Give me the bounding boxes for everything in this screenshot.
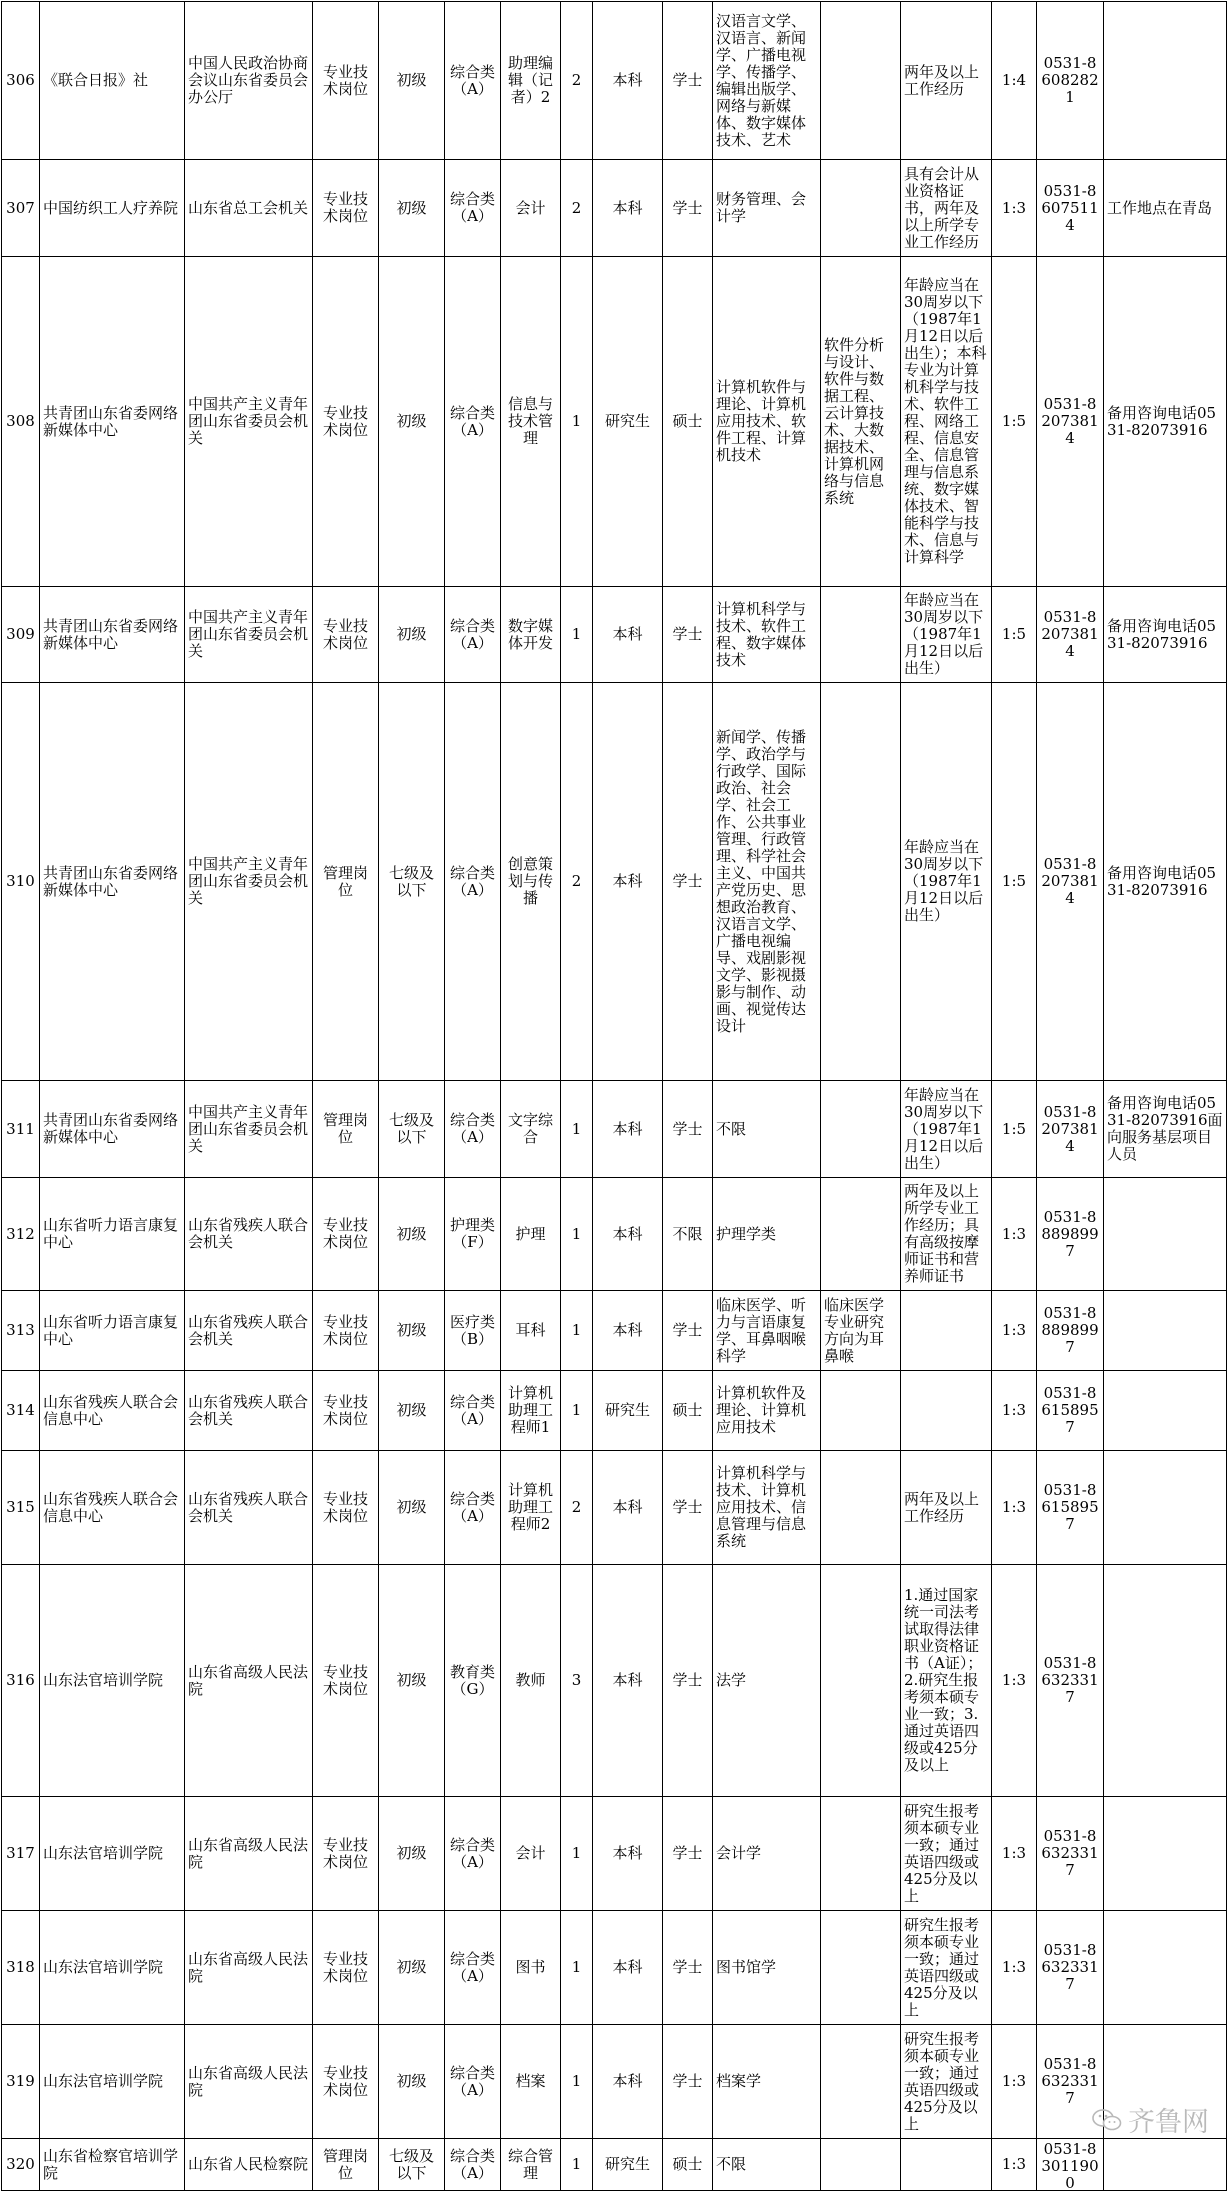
- cell-major: 计算机软件与理论、计算机应用技术、软件工程、计算机技术: [713, 257, 821, 587]
- cell-num: 1: [561, 257, 593, 587]
- cell-phone: 0531-86323317: [1037, 1797, 1104, 1911]
- cell-type: 管理岗位: [313, 683, 379, 1081]
- cell-type: 专业技术岗位: [313, 257, 379, 587]
- cell-num: 1: [561, 1797, 593, 1911]
- cell-ratio: 1:3: [992, 160, 1037, 257]
- cell-research: [821, 1371, 901, 1451]
- cell-type: 专业技术岗位: [313, 1565, 379, 1797]
- cell-major: 图书馆学: [713, 1911, 821, 2025]
- cell-note: [1104, 1451, 1227, 1565]
- cell-cat: 综合类（A）: [445, 2025, 501, 2139]
- cell-post: 信息与技术管理: [501, 257, 561, 587]
- cell-major: 计算机科学与技术、计算机应用技术、信息管理与信息系统: [713, 1451, 821, 1565]
- cell-major: 不限: [713, 2139, 821, 2191]
- cell-ratio: 1:5: [992, 257, 1037, 587]
- cell-research: [821, 683, 901, 1081]
- cell-deg: 硕士: [663, 1371, 713, 1451]
- cell-edu: 本科: [593, 160, 663, 257]
- cell-major: 会计学: [713, 1797, 821, 1911]
- cell-other: 具有会计从业资格证书，两年及以上所学专业工作经历: [901, 160, 992, 257]
- cell-major: 法学: [713, 1565, 821, 1797]
- cell-no: 315: [2, 1451, 40, 1565]
- watermark: [1092, 2100, 1209, 2139]
- cell-deg: 学士: [663, 683, 713, 1081]
- cell-research: [821, 1797, 901, 1911]
- cell-num: 2: [561, 683, 593, 1081]
- cell-level: 初级: [379, 1911, 445, 2025]
- cell-num: 1: [561, 587, 593, 683]
- cell-dept: 中国人民政治协商会议山东省委员会办公厅: [185, 2, 313, 160]
- cell-no: 311: [2, 1081, 40, 1178]
- cell-unit: 山东法官培训学院: [40, 1797, 185, 1911]
- cell-cat: 教育类（G）: [445, 1565, 501, 1797]
- cell-edu: 本科: [593, 1178, 663, 1291]
- cell-research: 软件分析与设计、软件与数据工程、云计算技术、大数据技术、计算机网络与信息系统: [821, 257, 901, 587]
- cell-unit: 共青团山东省委网络新媒体中心: [40, 1081, 185, 1178]
- table-row: [2, 1797, 1227, 1911]
- cell-no: 306: [2, 2, 40, 160]
- cell-dept: 中国共产主义青年团山东省委员会机关: [185, 587, 313, 683]
- cell-research: [821, 2025, 901, 2139]
- cell-cat: 综合类（A）: [445, 1911, 501, 2025]
- cell-note: 备用咨询电话0531-82073916: [1104, 257, 1227, 587]
- cell-edu: 本科: [593, 683, 663, 1081]
- cell-note: [1104, 1797, 1227, 1911]
- cell-phone: 0531-86075114: [1037, 160, 1104, 257]
- cell-cat: 护理类（F）: [445, 1178, 501, 1291]
- cell-level: 初级: [379, 1291, 445, 1371]
- cell-phone: 0531-86158957: [1037, 1371, 1104, 1451]
- cell-ratio: 1:3: [992, 1451, 1037, 1565]
- cell-unit: 《联合日报》社: [40, 2, 185, 160]
- cell-dept: 山东省总工会机关: [185, 160, 313, 257]
- cell-level: 七级及以下: [379, 683, 445, 1081]
- table-row: [2, 1371, 1227, 1451]
- cell-note: [1104, 1291, 1227, 1371]
- wechat-logo-icon: [1092, 2109, 1122, 2131]
- cell-post: 助理编辑（记者）2: [501, 2, 561, 160]
- cell-num: 1: [561, 1081, 593, 1178]
- cell-major: 护理学类: [713, 1178, 821, 1291]
- cell-phone: 0531-82073814: [1037, 1081, 1104, 1178]
- cell-level: 七级及以下: [379, 2139, 445, 2191]
- cell-no: 310: [2, 683, 40, 1081]
- cell-level: 初级: [379, 1565, 445, 1797]
- cell-major: 不限: [713, 1081, 821, 1178]
- cell-num: 1: [561, 1291, 593, 1371]
- cell-no: 318: [2, 1911, 40, 2025]
- cell-note: [1104, 1178, 1227, 1291]
- cell-num: 1: [561, 2025, 593, 2139]
- cell-no: 320: [2, 2139, 40, 2191]
- cell-phone: 0531-83011900: [1037, 2139, 1104, 2191]
- cell-note: [1104, 2, 1227, 160]
- cell-research: [821, 160, 901, 257]
- cell-post: 创意策划与传播: [501, 683, 561, 1081]
- cell-deg: 学士: [663, 587, 713, 683]
- cell-edu: 本科: [593, 1081, 663, 1178]
- cell-cat: 综合类（A）: [445, 1451, 501, 1565]
- cell-dept: 山东省高级人民法院: [185, 1565, 313, 1797]
- cell-other: 年龄应当在30周岁以下（1987年1月12日以后出生）: [901, 683, 992, 1081]
- cell-level: 初级: [379, 257, 445, 587]
- cell-post: 耳科: [501, 1291, 561, 1371]
- cell-edu: 本科: [593, 1797, 663, 1911]
- cell-research: [821, 1565, 901, 1797]
- cell-no: 313: [2, 1291, 40, 1371]
- cell-phone: 0531-82073814: [1037, 683, 1104, 1081]
- cell-cat: 综合类（A）: [445, 587, 501, 683]
- cell-phone: 0531-82073814: [1037, 587, 1104, 683]
- cell-type: 管理岗位: [313, 2139, 379, 2191]
- cell-type: 专业技术岗位: [313, 1178, 379, 1291]
- cell-note: 备用咨询电话0531-82073916: [1104, 683, 1227, 1081]
- cell-deg: 学士: [663, 2025, 713, 2139]
- cell-ratio: 1:3: [992, 1565, 1037, 1797]
- cell-major: 汉语言文学、汉语言、新闻学、广播电视学、传播学、编辑出版学、网络与新媒体、数字媒体技术、艺术: [713, 2, 821, 160]
- cell-type: 专业技术岗位: [313, 1797, 379, 1911]
- cell-note: 备用咨询电话0531-82073916面向服务基层项目人员: [1104, 1081, 1227, 1178]
- cell-other: 两年及以上所学专业工作经历；具有高级按摩师证书和营养师证书: [901, 1178, 992, 1291]
- cell-deg: 学士: [663, 1291, 713, 1371]
- cell-deg: 学士: [663, 1911, 713, 2025]
- watermark-text: 齐鲁网: [1128, 2107, 1209, 2138]
- cell-no: 309: [2, 587, 40, 683]
- cell-dept: 中国共产主义青年团山东省委员会机关: [185, 257, 313, 587]
- cell-ratio: 1:3: [992, 1371, 1037, 1451]
- cell-other: 两年及以上工作经历: [901, 1451, 992, 1565]
- cell-dept: 山东省高级人民法院: [185, 1911, 313, 2025]
- cell-type: 专业技术岗位: [313, 587, 379, 683]
- cell-research: [821, 1911, 901, 2025]
- cell-dept: 山东省残疾人联合会机关: [185, 1291, 313, 1371]
- cell-num: 1: [561, 1911, 593, 2025]
- cell-level: 初级: [379, 160, 445, 257]
- cell-deg: 硕士: [663, 257, 713, 587]
- cell-other: 研究生报考须本硕专业一致；通过英语四级或425分及以上: [901, 1797, 992, 1911]
- cell-other: 年龄应当在30周岁以下（1987年1月12日以后出生）: [901, 1081, 992, 1178]
- cell-note: 工作地点在青岛: [1104, 160, 1227, 257]
- cell-major: 计算机科学与技术、软件工程、数字媒体技术: [713, 587, 821, 683]
- cell-unit: 中国纺织工人疗养院: [40, 160, 185, 257]
- cell-no: 316: [2, 1565, 40, 1797]
- cell-ratio: 1:3: [992, 1178, 1037, 1291]
- cell-num: 2: [561, 1451, 593, 1565]
- cell-no: 317: [2, 1797, 40, 1911]
- cell-no: 314: [2, 1371, 40, 1451]
- table-row: [2, 1178, 1227, 1291]
- cell-ratio: 1:3: [992, 1797, 1037, 1911]
- cell-level: 初级: [379, 1451, 445, 1565]
- table-row: [2, 2, 1227, 160]
- cell-phone: 0531-86323317: [1037, 1911, 1104, 2025]
- cell-post: 文字综合: [501, 1081, 561, 1178]
- cell-other: 年龄应当在30周岁以下（1987年1月12日以后出生）；本科专业为计算机科学与技术、软件工程、网络工程、信息安全、信息管理与信息系统、数字媒体技术、智能科学与技术、信息与计算科学: [901, 257, 992, 587]
- cell-deg: 硕士: [663, 2139, 713, 2191]
- cell-edu: 本科: [593, 2025, 663, 2139]
- cell-unit: 共青团山东省委网络新媒体中心: [40, 683, 185, 1081]
- cell-level: 初级: [379, 1178, 445, 1291]
- cell-num: 1: [561, 1178, 593, 1291]
- cell-research: [821, 2, 901, 160]
- cell-cat: 综合类（A）: [445, 1081, 501, 1178]
- cell-post: 会计: [501, 160, 561, 257]
- cell-major: 计算机软件及理论、计算机应用技术: [713, 1371, 821, 1451]
- table-row: [2, 683, 1227, 1081]
- cell-num: 1: [561, 2139, 593, 2191]
- table-row: [2, 1291, 1227, 1371]
- cell-ratio: 1:3: [992, 1911, 1037, 2025]
- cell-cat: 综合类（A）: [445, 160, 501, 257]
- cell-note: 备用咨询电话0531-82073916: [1104, 587, 1227, 683]
- cell-cat: 综合类（A）: [445, 1797, 501, 1911]
- cell-other: 年龄应当在30周岁以下（1987年1月12日以后出生）: [901, 587, 992, 683]
- cell-cat: 综合类（A）: [445, 2139, 501, 2191]
- cell-deg: 学士: [663, 2, 713, 160]
- cell-research: [821, 1081, 901, 1178]
- cell-num: 2: [561, 160, 593, 257]
- cell-other: [901, 1291, 992, 1371]
- cell-unit: 山东省残疾人联合会信息中心: [40, 1371, 185, 1451]
- cell-dept: 山东省高级人民法院: [185, 2025, 313, 2139]
- cell-other: [901, 1371, 992, 1451]
- cell-cat: 综合类（A）: [445, 2, 501, 160]
- cell-note: [1104, 1371, 1227, 1451]
- cell-ratio: 1:5: [992, 683, 1037, 1081]
- cell-ratio: 1:5: [992, 587, 1037, 683]
- cell-dept: 中国共产主义青年团山东省委员会机关: [185, 1081, 313, 1178]
- cell-research: [821, 1178, 901, 1291]
- cell-unit: 山东省残疾人联合会信息中心: [40, 1451, 185, 1565]
- cell-phone: 0531-88898997: [1037, 1178, 1104, 1291]
- recruitment-table: [1, 1, 1227, 2191]
- cell-dept: 山东省残疾人联合会机关: [185, 1371, 313, 1451]
- cell-research: 临床医学专业研究方向为耳鼻喉: [821, 1291, 901, 1371]
- cell-type: 专业技术岗位: [313, 1371, 379, 1451]
- cell-other: 1.通过国家统一司法考试取得法律职业资格证书（A证）；2.研究生报考须本硕专业一致；3.通过英语四级或425分及以上: [901, 1565, 992, 1797]
- cell-phone: 0531-86323317: [1037, 2025, 1104, 2139]
- cell-no: 319: [2, 2025, 40, 2139]
- cell-type: 专业技术岗位: [313, 160, 379, 257]
- cell-major: 财务管理、会计学: [713, 160, 821, 257]
- cell-phone: 0531-86323317: [1037, 1565, 1104, 1797]
- cell-post: 会计: [501, 1797, 561, 1911]
- table-row: [2, 1451, 1227, 1565]
- cell-deg: 学士: [663, 1797, 713, 1911]
- cell-post: 教师: [501, 1565, 561, 1797]
- cell-other: 两年及以上工作经历: [901, 2, 992, 160]
- cell-deg: 学士: [663, 160, 713, 257]
- cell-type: 专业技术岗位: [313, 2, 379, 160]
- table-row: [2, 160, 1227, 257]
- cell-no: 307: [2, 160, 40, 257]
- cell-phone: 0531-88898997: [1037, 1291, 1104, 1371]
- cell-ratio: 1:3: [992, 2025, 1037, 2139]
- cell-type: 专业技术岗位: [313, 1911, 379, 2025]
- cell-edu: 本科: [593, 587, 663, 683]
- table-row: [2, 1911, 1227, 2025]
- cell-ratio: 1:3: [992, 2139, 1037, 2191]
- cell-dept: 山东省人民检察院: [185, 2139, 313, 2191]
- cell-cat: 综合类（A）: [445, 1371, 501, 1451]
- table-row: [2, 2025, 1227, 2139]
- cell-edu: 研究生: [593, 1371, 663, 1451]
- cell-note: [1104, 1911, 1227, 2025]
- cell-post: 计算机助理工程师2: [501, 1451, 561, 1565]
- cell-unit: 共青团山东省委网络新媒体中心: [40, 587, 185, 683]
- cell-unit: 山东省检察官培训学院: [40, 2139, 185, 2191]
- cell-level: 初级: [379, 2025, 445, 2139]
- cell-note: [1104, 1565, 1227, 1797]
- cell-major: 新闻学、传播学、政治学与行政学、国际政治、社会学、社会工作、公共事业管理、行政管理、科学社会主义、中国共产党历史、思想政治教育、汉语言文学、广播电视编导、戏剧影视文学、影视摄影与制作、动画、视觉传达设计: [713, 683, 821, 1081]
- cell-deg: 不限: [663, 1178, 713, 1291]
- cell-unit: 山东省听力语言康复中心: [40, 1291, 185, 1371]
- cell-major: 临床医学、听力与言语康复学、耳鼻咽喉科学: [713, 1291, 821, 1371]
- cell-edu: 本科: [593, 1451, 663, 1565]
- cell-no: 312: [2, 1178, 40, 1291]
- cell-deg: 学士: [663, 1081, 713, 1178]
- cell-deg: 学士: [663, 1451, 713, 1565]
- cell-unit: 山东法官培训学院: [40, 2025, 185, 2139]
- cell-type: 管理岗位: [313, 1081, 379, 1178]
- cell-edu: 本科: [593, 1291, 663, 1371]
- cell-major: 档案学: [713, 2025, 821, 2139]
- table-body: [2, 2, 1227, 2191]
- cell-post: 护理: [501, 1178, 561, 1291]
- cell-num: 1: [561, 1371, 593, 1451]
- cell-type: 专业技术岗位: [313, 1291, 379, 1371]
- cell-phone: 0531-86082821: [1037, 2, 1104, 160]
- cell-no: 308: [2, 257, 40, 587]
- cell-cat: 综合类（A）: [445, 683, 501, 1081]
- cell-num: 3: [561, 1565, 593, 1797]
- cell-deg: 学士: [663, 1565, 713, 1797]
- cell-dept: 山东省高级人民法院: [185, 1797, 313, 1911]
- cell-level: 初级: [379, 587, 445, 683]
- cell-edu: 研究生: [593, 257, 663, 587]
- cell-post: 综合管理: [501, 2139, 561, 2191]
- cell-edu: 本科: [593, 1565, 663, 1797]
- table-row: [2, 587, 1227, 683]
- cell-post: 档案: [501, 2025, 561, 2139]
- cell-ratio: 1:4: [992, 2, 1037, 160]
- cell-level: 七级及以下: [379, 1081, 445, 1178]
- cell-edu: 研究生: [593, 2139, 663, 2191]
- cell-edu: 本科: [593, 2, 663, 160]
- cell-dept: 山东省残疾人联合会机关: [185, 1451, 313, 1565]
- cell-unit: 山东法官培训学院: [40, 1565, 185, 1797]
- cell-dept: 山东省残疾人联合会机关: [185, 1178, 313, 1291]
- cell-type: 专业技术岗位: [313, 2025, 379, 2139]
- cell-phone: 0531-82073814: [1037, 257, 1104, 587]
- cell-num: 2: [561, 2, 593, 160]
- cell-unit: 山东法官培训学院: [40, 1911, 185, 2025]
- cell-research: [821, 587, 901, 683]
- cell-cat: 医疗类（B）: [445, 1291, 501, 1371]
- cell-post: 计算机助理工程师1: [501, 1371, 561, 1451]
- table-row: [2, 257, 1227, 587]
- cell-edu: 本科: [593, 1911, 663, 2025]
- cell-ratio: 1:3: [992, 1291, 1037, 1371]
- cell-other: 研究生报考须本硕专业一致；通过英语四级或425分及以上: [901, 1911, 992, 2025]
- cell-cat: 综合类（A）: [445, 257, 501, 587]
- cell-unit: 山东省听力语言康复中心: [40, 1178, 185, 1291]
- cell-level: 初级: [379, 1371, 445, 1451]
- table-row: [2, 1081, 1227, 1178]
- cell-level: 初级: [379, 2, 445, 160]
- table-row: [2, 1565, 1227, 1797]
- cell-post: 图书: [501, 1911, 561, 2025]
- cell-research: [821, 1451, 901, 1565]
- cell-phone: 0531-86158957: [1037, 1451, 1104, 1565]
- cell-ratio: 1:5: [992, 1081, 1037, 1178]
- cell-other: 研究生报考须本硕专业一致；通过英语四级或425分及以上: [901, 2025, 992, 2139]
- cell-level: 初级: [379, 1797, 445, 1911]
- cell-dept: 中国共产主义青年团山东省委员会机关: [185, 683, 313, 1081]
- cell-post: 数字媒体开发: [501, 587, 561, 683]
- cell-unit: 共青团山东省委网络新媒体中心: [40, 257, 185, 587]
- cell-type: 专业技术岗位: [313, 1451, 379, 1565]
